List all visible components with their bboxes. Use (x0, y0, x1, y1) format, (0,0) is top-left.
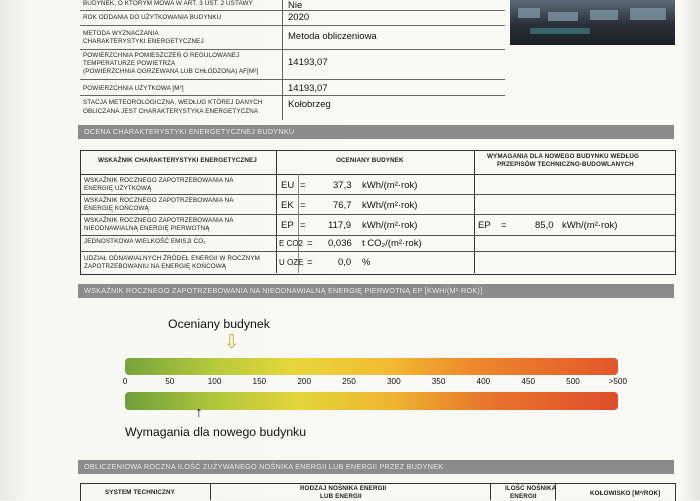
section-header-energy-carrier (78, 460, 674, 474)
building-photo (510, 0, 675, 45)
row-ep-label-1: WSKAŹNIK ROCZNEGO ZAPOTRZEBOWANIA NA (84, 217, 234, 224)
carrier-col-amount-2: ENERGII (510, 493, 537, 500)
ep-scale-tick-label: >500 (608, 377, 628, 386)
col-header-assessed: OCENIANY BUDYNEK (336, 157, 404, 164)
info-label-method-2: CHARAKTERYSTYKI ENERGETYCZNEJ (83, 38, 204, 45)
ep-scale-tick-label: 300 (386, 377, 401, 386)
row-ek-eq: = (300, 200, 306, 211)
ep-scale-tick-label: 0 (122, 377, 128, 386)
ep-scale-tick-label: 50 (165, 377, 175, 386)
ep-scale-tick-label: 150 (252, 377, 267, 386)
row-co2-symbol: E CO2 (279, 239, 304, 248)
row-oze-value: 0,0 (338, 257, 352, 268)
info-value-existing-building: Nie (288, 0, 303, 11)
row-eu-label-1: WSKAŹNIK ROCZNEGO ZAPOTRZEBOWANIA NA (84, 177, 234, 184)
col-header-requirements-1: WYMAGANIA DLA NOWEGO BUDYNKU WEDŁUG (487, 153, 640, 160)
info-value-area: 14193,07 (288, 57, 328, 68)
info-label-area-3: (POWIERZCHNIA OGRZEWANA LUB CHŁODZONA) AF[M²] (83, 68, 259, 75)
row-ep-required-value: 85,0 (535, 220, 554, 231)
row-eu-eq: = (300, 180, 306, 191)
info-value-station: Kołobrzeg (288, 99, 331, 110)
info-label-station-2: OBLICZANA JEST CHARAKTERYSTYKA ENERGETYCZNA (83, 108, 259, 115)
row-ek-label-2: ENERGIĘ KOŃCOWĄ (84, 205, 149, 212)
row-oze-unit: % (362, 257, 371, 268)
info-value-method: Metoda obliczeniowa (288, 31, 377, 42)
info-value-year: 2020 (288, 12, 310, 23)
row-eu-label-2: ENERGIĘ UŻYTKOWĄ (84, 185, 152, 192)
row-oze-symbol: U OZE (279, 258, 304, 267)
section-title-energy-rating: OCENA CHARAKTERYSTYKI ENERGETYCZNEJ BUDYNKU (84, 127, 295, 136)
row-ep-required-symbol: EP (478, 220, 491, 231)
ep-scale-tick-label: 200 (297, 377, 312, 386)
info-label-method-1: METODA WYZNACZANIA (83, 30, 159, 37)
required-building-arrow-icon: ↑ (195, 404, 203, 421)
row-ek-symbol: EK (281, 200, 294, 211)
section-title-energy-carrier: OBLICZENIOWA ROCZNA ILOŚĆ ZUŻYWANEGO NOŚNIKA ENERGII LUB ENERGII PRZEZ BUDYNEK (84, 462, 444, 471)
assessed-building-caption: Oceniany budynek (168, 317, 270, 331)
ep-scale-tick-label: 350 (431, 377, 446, 386)
row-co2-unit: t CO₂/(m²·rok) (362, 238, 422, 249)
row-ek-label-1: WSKAŹNIK ROCZNEGO ZAPOTRZEBOWANIA NA (84, 197, 234, 204)
row-eu-value: 37,3 (333, 180, 352, 191)
ep-scale-tick-label: 100 (207, 377, 222, 386)
required-building-caption: Wymagania dla nowego budynku (125, 425, 307, 439)
row-co2-value: 0,036 (328, 238, 352, 249)
info-label-existing-building: BUDYNEK, O KTÓRYM MOWA W ART. 3 UST. 2 USTAWY (83, 0, 253, 7)
info-label-year: ROK ODDANIA DO UŻYTKOWANIA BUDYNKU (83, 14, 222, 21)
col-header-requirements-2: PRZEPISÓW TECHNICZNO-BUDOWLANYCH (497, 161, 634, 168)
carrier-col-type-2: LUB ENERGII (320, 493, 362, 500)
row-eu-symbol: EU (281, 180, 295, 191)
ep-scale-bar-assessed (125, 358, 618, 375)
section-title-ep-scale: WSKAŹNIK ROCZNEGO ZAPOTRZEBOWANIA NA NIEODNAWIALNĄ ENERGIĘ PIERWOTNĄ EP [KWH/(M²·ROK)] (84, 286, 483, 295)
row-eu-unit: kWh/(m²·rok) (362, 180, 418, 191)
row-ep-label-2: NIEODNAWIALNĄ ENERGIĘ PIERWOTNĄ (84, 225, 210, 232)
row-ep-required-eq: = (501, 220, 507, 231)
ep-scale-tick-label: 500 (566, 377, 580, 386)
row-ek-unit: kWh/(m²·rok) (362, 200, 418, 211)
col-header-indicator: WSKAŹNIK CHARAKTERYSTYKI ENERGETYCZNEJ (98, 157, 257, 164)
row-co2-label: JEDNOSTKOWA WIELKOŚĆ EMISJI CO₂ (84, 238, 206, 245)
ep-scale-tick-label: 450 (521, 377, 536, 386)
ep-scale-tick-label: 250 (342, 377, 356, 386)
row-oze-eq: = (307, 257, 313, 268)
info-label-station-1: STACJA METEOROLOGICZNA, WEDŁUG KTÓREJ DANYCH (83, 99, 263, 106)
row-ep-symbol: EP (281, 220, 294, 231)
carrier-col-system: SYSTEM TECHNICZNY (105, 489, 175, 496)
ep-scale-tick-label: 400 (476, 377, 491, 386)
row-ek-value: 76,7 (333, 200, 352, 211)
row-ep-unit: kWh/(m²·rok) (362, 220, 418, 231)
carrier-col-usage: KOŁOWISKO [M²/ROK] (590, 490, 661, 497)
row-ep-value: 117,9 (328, 220, 352, 231)
info-label-area-2: TEMPERATURZE POWIETRZA (83, 60, 176, 67)
assessed-building-arrow-icon: ⇩ (223, 332, 240, 353)
info-value-usable-area: 14193,07 (288, 83, 328, 94)
row-ep-required-unit: kWh/(m²·rok) (562, 220, 618, 231)
info-label-area-1: POWIERZCHNIA POMIESZCZEŃ O REGULOWANEJ (83, 52, 240, 59)
carrier-col-amount-1: ILOŚĆ NOŚNIKA (505, 485, 557, 492)
carrier-col-type-1: RODZAJ NOŚNIKA ENERGII (300, 485, 387, 492)
row-oze-label-2: ZAPOTRZEBOWANIU NA ENERGIĘ KOŃCOWĄ (84, 263, 227, 270)
info-label-usable-area: POWIERZCHNIA UŻYTKOWA [M²] (83, 85, 184, 92)
row-ep-eq: = (300, 220, 306, 231)
row-co2-eq: = (307, 238, 313, 249)
section-header-energy-rating (78, 125, 674, 139)
row-oze-label-1: UDZIAŁ ODNAWIALNYCH ŹRÓDEŁ ENERGII W ROCZNYM (84, 255, 260, 262)
section-header-ep-scale (78, 284, 674, 298)
